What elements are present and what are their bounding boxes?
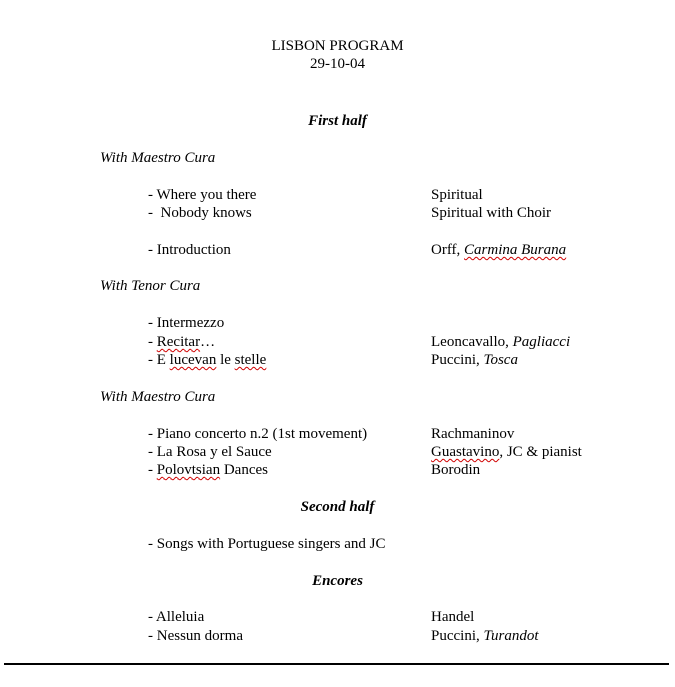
- program-item-title: [148, 461, 268, 479]
- title-middle: le: [216, 352, 235, 368]
- composer-name: Orff,: [431, 242, 465, 258]
- work-title: Turandot: [483, 628, 539, 644]
- composer-name: Leoncavallo,: [431, 334, 513, 350]
- program-item-composer-work: [431, 241, 566, 259]
- section-label-tenor: With Tenor Cura: [100, 278, 201, 294]
- program-item-composer-work: [431, 627, 539, 645]
- program-item-composer: Borodin: [431, 462, 481, 478]
- program-item-title: - Intermezzo: [148, 315, 225, 331]
- program-item-title: - Where you there: [148, 187, 257, 203]
- program-item-title: [148, 351, 266, 369]
- program-item-title: - Alleluia: [148, 609, 205, 625]
- work-title: Pagliacci: [512, 334, 571, 350]
- title-suffix: …: [200, 334, 216, 350]
- work-title: Tosca: [483, 352, 518, 368]
- program-item-composer: Handel: [431, 609, 475, 625]
- title-word: Polovtsian: [156, 462, 221, 478]
- program-item-title: - La Rosa y el Sauce: [148, 444, 272, 460]
- title-suffix: Dances: [220, 462, 268, 478]
- program-item-title: - Songs with Portuguese singers and JC: [148, 536, 386, 552]
- program-item-composer: Spiritual: [431, 187, 483, 203]
- program-item-title: - Introduction: [148, 242, 231, 258]
- composer-name: Puccini,: [431, 628, 484, 644]
- title-prefix: -: [148, 334, 157, 350]
- program-item-title: - Piano concerto n.2 (1st movement): [148, 426, 368, 442]
- section-label-maestro-1: With Maestro Cura: [100, 150, 216, 166]
- composer-name: Guastavino: [431, 444, 500, 460]
- encores-heading: Encores: [312, 573, 363, 589]
- title-word: lucevan: [169, 352, 217, 368]
- work-title: Carmina Burana: [464, 242, 567, 258]
- title-prefix: - E: [148, 352, 170, 368]
- page-bottom-rule: [4, 663, 669, 665]
- document-date: 29-10-04: [310, 56, 365, 72]
- title-word: stelle: [234, 352, 267, 368]
- first-half-heading: First half: [308, 113, 367, 129]
- program-item-composer-work: [431, 333, 570, 351]
- program-item-title: - Nobody knows: [148, 205, 252, 221]
- section-label-maestro-2: With Maestro Cura: [100, 389, 216, 405]
- program-item-composer: [431, 443, 582, 461]
- document-title: LISBON PROGRAM: [271, 38, 404, 54]
- second-half-heading: Second half: [300, 499, 375, 515]
- composer-rest: , JC & pianist: [499, 444, 582, 460]
- composer-name: Puccini,: [431, 352, 484, 368]
- program-item-composer: Rachmaninov: [431, 426, 515, 442]
- title-word: Recitar: [156, 334, 201, 350]
- program-item-composer-work: [431, 351, 518, 369]
- program-item-title: [148, 333, 215, 351]
- program-item-title: - Nessun dorma: [148, 628, 243, 644]
- program-item-composer: Spiritual with Choir: [431, 205, 551, 221]
- title-prefix: -: [148, 462, 157, 478]
